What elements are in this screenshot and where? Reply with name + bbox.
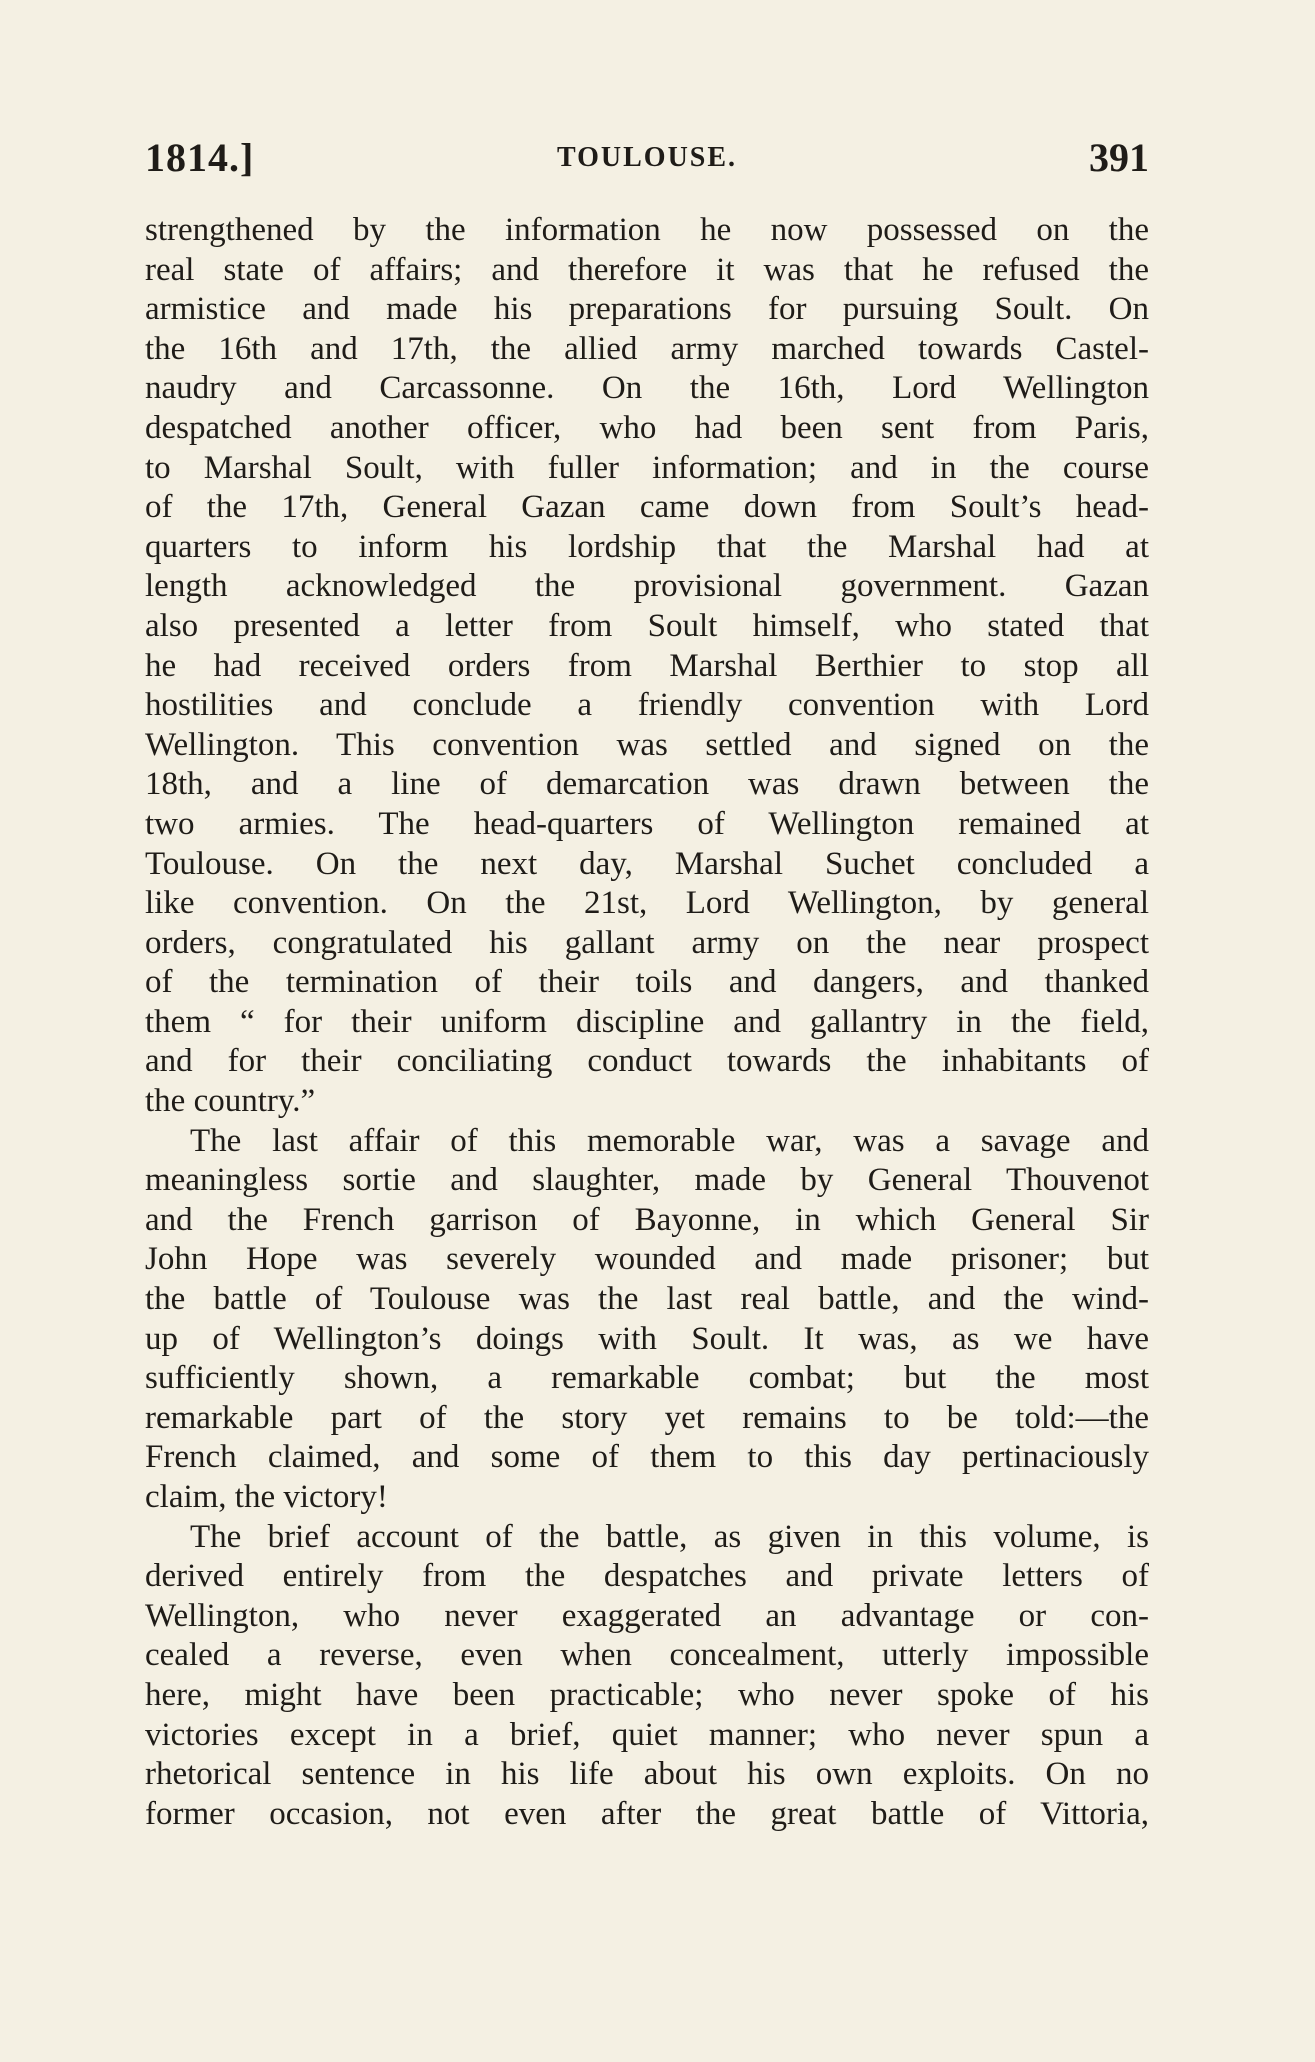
text-line: armistice and made his preparations for pursuing Soult. On	[145, 291, 1149, 328]
text-line: of the termination of their toils and dangers, and thanked	[145, 964, 1149, 1001]
text-line: cealed a reverse, even when concealment, utterly impossible	[145, 1637, 1149, 1674]
text-line: two armies. The head-quarters of Wellington remained at	[145, 805, 1149, 842]
text-line: The brief account of the battle, as given in this volume, is	[190, 1518, 1149, 1555]
text-line: the 16th and 17th, the allied army marched towards Castel-	[145, 330, 1149, 367]
text-line: rhetorical sentence in his life about his own exploits. On no	[145, 1756, 1149, 1793]
running-head-year: 1814.]	[145, 135, 255, 180]
text-line: and for their conciliating conduct towards the inhabitants of	[145, 1043, 1149, 1080]
text-line: 18th, and a line of demarcation was drawn between the	[145, 766, 1149, 803]
text-line: French claimed, and some of them to this day pertinaciously	[145, 1439, 1149, 1476]
text-line: to Marshal Soult, with fuller information; and in the course	[145, 449, 1149, 486]
text-line: Wellington, who never exaggerated an advantage or con-	[145, 1597, 1149, 1634]
text-line: real state of affairs; and therefore it was that he refused the	[145, 251, 1149, 288]
text-line: despatched another officer, who had been sent from Paris,	[145, 409, 1149, 446]
text-line: orders, congratulated his gallant army on the near prospect	[145, 924, 1149, 961]
text-line: the battle of Toulouse was the last real battle, and the wind-	[145, 1281, 1149, 1318]
text-line: hostilities and conclude a friendly convention with Lord	[145, 687, 1149, 724]
text-line: of the 17th, General Gazan came down from Soult’s head-	[145, 489, 1149, 526]
text-line: claim, the victory!	[145, 1479, 388, 1515]
text-line: up of Wellington’s doings with Soult. It was, as we have	[145, 1320, 1149, 1357]
text-line: remarkable part of the story yet remains to be told:—the	[145, 1399, 1149, 1436]
running-head-title: TOULOUSE.	[556, 142, 738, 173]
text-line: he had received orders from Marshal Berthier to stop all	[145, 647, 1149, 684]
body-text	[145, 211, 1149, 1834]
text-line: and the French garrison of Bayonne, in which General Sir	[145, 1201, 1149, 1238]
text-line: also presented a letter from Soult himself, who stated that	[145, 607, 1149, 644]
text-line: like convention. On the 21st, Lord Wellington, by general	[145, 885, 1149, 922]
text-line: the country.”	[145, 1083, 316, 1120]
text-line: sufficiently shown, a remarkable combat; but the most	[145, 1360, 1149, 1397]
text-line: naudry and Carcassonne. On the 16th, Lord Wellington	[145, 370, 1149, 407]
text-line: meaningless sortie and slaughter, made by General Thouvenot	[145, 1162, 1149, 1199]
text-line: victories except in a brief, quiet manner; who never spun a	[145, 1716, 1149, 1753]
text-line: former occasion, not even after the great battle of Vittoria,	[145, 1795, 1149, 1832]
page-number: 391	[1089, 135, 1149, 180]
text-line: Wellington. This convention was settled and signed on the	[145, 726, 1149, 763]
text-line: quarters to inform his lordship that the Marshal had at	[145, 528, 1149, 565]
text-line: The last affair of this memorable war, was a savage and	[190, 1122, 1149, 1159]
text-line: strengthened by the information he now possessed on the	[145, 212, 1149, 248]
text-line: Toulouse. On the next day, Marshal Suchet concluded a	[145, 845, 1149, 882]
text-line: them “ for their uniform discipline and gallantry in the field,	[145, 1003, 1149, 1040]
text-line: here, might have been practicable; who never spoke of his	[145, 1676, 1149, 1713]
text-line: John Hope was severely wounded and made prisoner; but	[145, 1241, 1149, 1278]
text-line: derived entirely from the despatches and private letters of	[145, 1558, 1149, 1595]
running-head	[145, 134, 1149, 184]
text-line: length acknowledged the provisional government. Gazan	[145, 568, 1149, 605]
